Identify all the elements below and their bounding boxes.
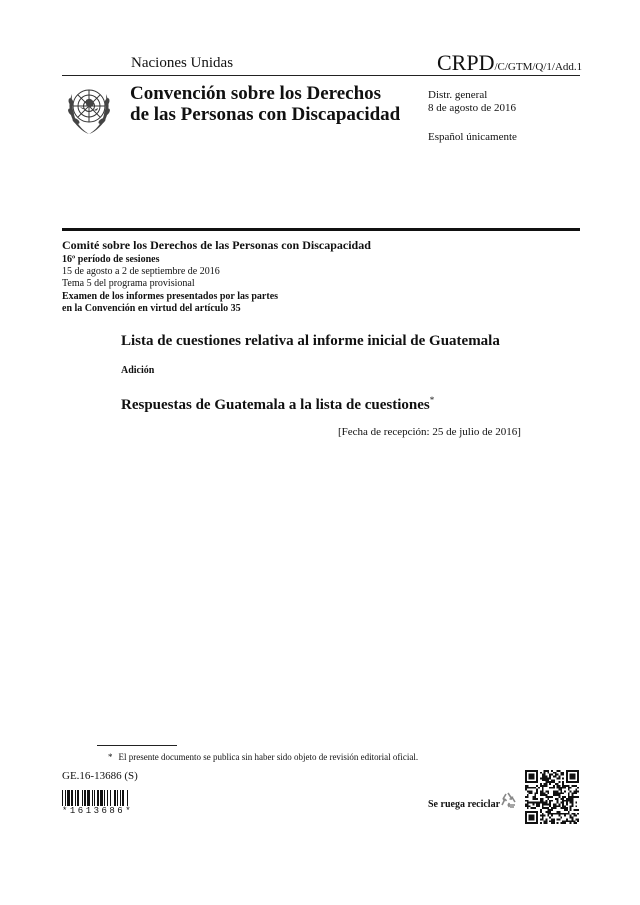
document-symbol (437, 50, 582, 76)
footnote-text: El presente documento se publica sin haber sido objeto de revisión editorial oficial. (118, 752, 419, 762)
replies-title-text: Respuestas de Guatemala a la lista de cuestiones (121, 397, 430, 413)
reception-date: [Fecha de recepción: 25 de julio de 2016] (338, 426, 521, 438)
replies-title (121, 395, 434, 414)
barcode-text: *1613686* (62, 806, 134, 816)
document-title: Lista de cuestiones relativa al informe inicial de Guatemala (121, 333, 500, 349)
section-rule (62, 228, 580, 231)
agenda-title-line-1: Examen de los informes presentados por las partes (62, 291, 279, 302)
distribution: Distr. general (428, 89, 488, 101)
symbol-main: CRPD (437, 50, 495, 75)
barcode-icon (62, 790, 155, 806)
organization-name: Naciones Unidas (131, 55, 234, 71)
header-rule (62, 75, 580, 76)
qr-code-icon (525, 770, 579, 824)
addendum-label: Adición (121, 365, 155, 376)
recycle-note: Se ruega reciclar (428, 799, 501, 810)
session: 16º período de sesiones (62, 254, 160, 265)
convention-title-line-2: de las Personas con Discapacidad (130, 104, 401, 125)
agenda-title-line-2: en la Convención en virtud del artículo 35 (62, 303, 241, 314)
footnote-reference[interactable]: * (429, 395, 435, 405)
issue-date: 8 de agosto de 2016 (428, 102, 516, 114)
footnote (108, 752, 418, 762)
job-number: GE.16-13686 (S) (62, 770, 138, 782)
symbol-suffix: /C/GTM/Q/1/Add.1 (494, 61, 583, 73)
committee-name: Comité sobre los Derechos de las Personas con Discapacidad (62, 238, 371, 252)
distribution-block (428, 89, 516, 115)
footnote-rule (97, 745, 177, 746)
agenda-item: Tema 5 del programa provisional (62, 278, 195, 289)
language-note: Español únicamente (428, 131, 517, 143)
footnote-mark: * (108, 752, 113, 762)
recycle-icon (497, 790, 519, 812)
convention-title (130, 83, 400, 125)
session-dates: 15 de agosto a 2 de septiembre de 2016 (62, 266, 220, 277)
un-emblem-icon (64, 80, 114, 138)
convention-title-line-1: Convención sobre los Derechos (130, 83, 382, 104)
